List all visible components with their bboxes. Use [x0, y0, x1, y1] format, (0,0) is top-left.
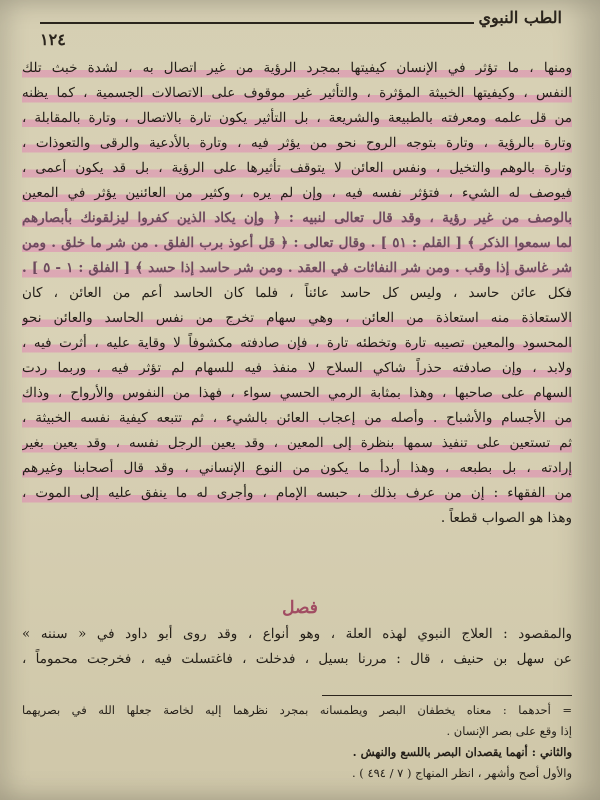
text-line: المحسود والمعين تصيبه تارة وتخطئه تارة ، فإن صادفته مكشوفاً لا وقاية عليه ، أثرت فيه ،: [22, 331, 572, 356]
quran-verse-line: لما سمعوا الذكر ﴾ [ القلم : ٥١ ] . وقال تعالى : ﴿ قل أعوذ برب الفلق . من شر ما خلق . ومن: [22, 231, 572, 256]
footnote-line: والثاني : أنهما يقصدان البصر باللسع والنهش .: [352, 745, 572, 759]
footnote-line: = أحدهما : معناه يخطفان البصر ويطمسانه بمجرد نظرهما إليه لخاصة جعلها الله في بصريهما: [22, 703, 572, 717]
text-line: وتارة بالوهم والتخيل ، ونفس العائن لا يتوقف تأثيرها على الرؤية ، بل قد يكون أعمى ،: [22, 156, 572, 181]
text-line: عن سهل بن حنيف ، قال : مررنا بسيل ، فدخلت ، فاغتسلت فيه ، فخرجت محموماً ،: [22, 651, 572, 667]
text-line: من الفقهاء : إن من عرف بذلك ، حبسه الإمام ، وأجرى له ما ينفق عليه إلى الموت ،: [22, 481, 572, 506]
text-line: ولابد ، وإن صادفته حذراً شاكي السلاح لا منفذ فيه للسهام لم تؤثر فيه ، وربما ردت: [22, 356, 572, 381]
text-line: الاستعاذة منه استعاذة من العائن ، وهي سهام تخرج من نفس الحاسد والعائن نحو: [22, 306, 572, 331]
text-line: وتارة بالرؤية ، وتارة بتوجه الروح نحو من يؤثر فيه ، وتارة بالأدعية والرقى والتعوذات ،: [22, 131, 572, 156]
text-line: النفس ، وكيفيتها الخبيثة المؤثرة ، والتأثير غير موقوف على الاتصالات الجسمية ، كما يظنه: [22, 81, 572, 106]
footnote-line: والأول أصح وأشهر ، انظر المنهاج ( ٧ / ٤٩٤ ) .: [352, 766, 572, 780]
text-line: من الأجسام والأشباح . وأصله من إعجاب العائن بالشيء ، ثم تتبعه كيفية نفسه الخبيثة ،: [22, 406, 572, 431]
page-number: ١٢٤: [40, 30, 66, 49]
header-rule: [40, 22, 474, 24]
text-line: السهام على صاحبها ، وهذا بمثابة الرمي الحسي سواء ، فهذا من النفوس والأرواح ، وذاك: [22, 381, 572, 406]
footnote-divider: [322, 695, 572, 696]
text-line: فكل عائن حاسد ، وليس كل حاسد عائناً ، فلما كان الحاسد أعم من العائن ، كان: [22, 285, 572, 301]
footnote-line: إذا وقع على بصر الإنسان .: [446, 724, 572, 738]
text-line: ثم تستعين على تنفيذ سمها بنظرة إلى المعين ، وقد يعين الرجل نفسه ، وقد يعين بغير: [22, 431, 572, 456]
text-line: من قل علمه ومعرفته بالطبيعة والشريعة ، بل التأثير يكون تارة بالاتصال ، وتارة بالمقابلة ،: [22, 106, 572, 131]
text-line: وهذا هو الصواب قطعاً .: [440, 510, 572, 526]
text-line: ومنها ، ما تؤثر في الإنسان كيفيتها بمجرد الرؤية من غير اتصال به ، لشدة خبث تلك: [22, 56, 572, 81]
body-text: [22, 56, 572, 531]
text-line: إرادته ، بل بطبعه ، وهذا أردأ ما يكون من النوع الإنساني ، وقد قال أصحابنا وغيرهم: [22, 456, 572, 481]
section-title: فصل: [282, 598, 318, 618]
quran-verse-line: بالوصف من غير رؤية ، وقد قال تعالى لنبيه : ﴿ وإن يكاد الذين كفروا ليزلقونك بأبصارهم: [22, 206, 572, 231]
quran-verse-line: شر غاسق إذا وقب . ومن شر النفاثات في العقد . ومن شر حاسد إذا حسد ﴾ [ الفلق : ١ - ٥ ] .: [22, 256, 572, 281]
text-line: فيوصف له الشيء ، فتؤثر نفسه فيه ، وإن لم يره ، وكثير من العائنين يؤثر في المعين: [22, 181, 572, 206]
text-line: والمقصود : العلاج النبوي لهذه العلة ، وهو أنواع ، وقد روى أبو داود في « سننه »: [22, 626, 572, 642]
section-text: [22, 622, 572, 672]
page-header: [40, 8, 562, 49]
running-title: الطب النبوي: [478, 8, 562, 27]
footnotes: [22, 700, 572, 784]
